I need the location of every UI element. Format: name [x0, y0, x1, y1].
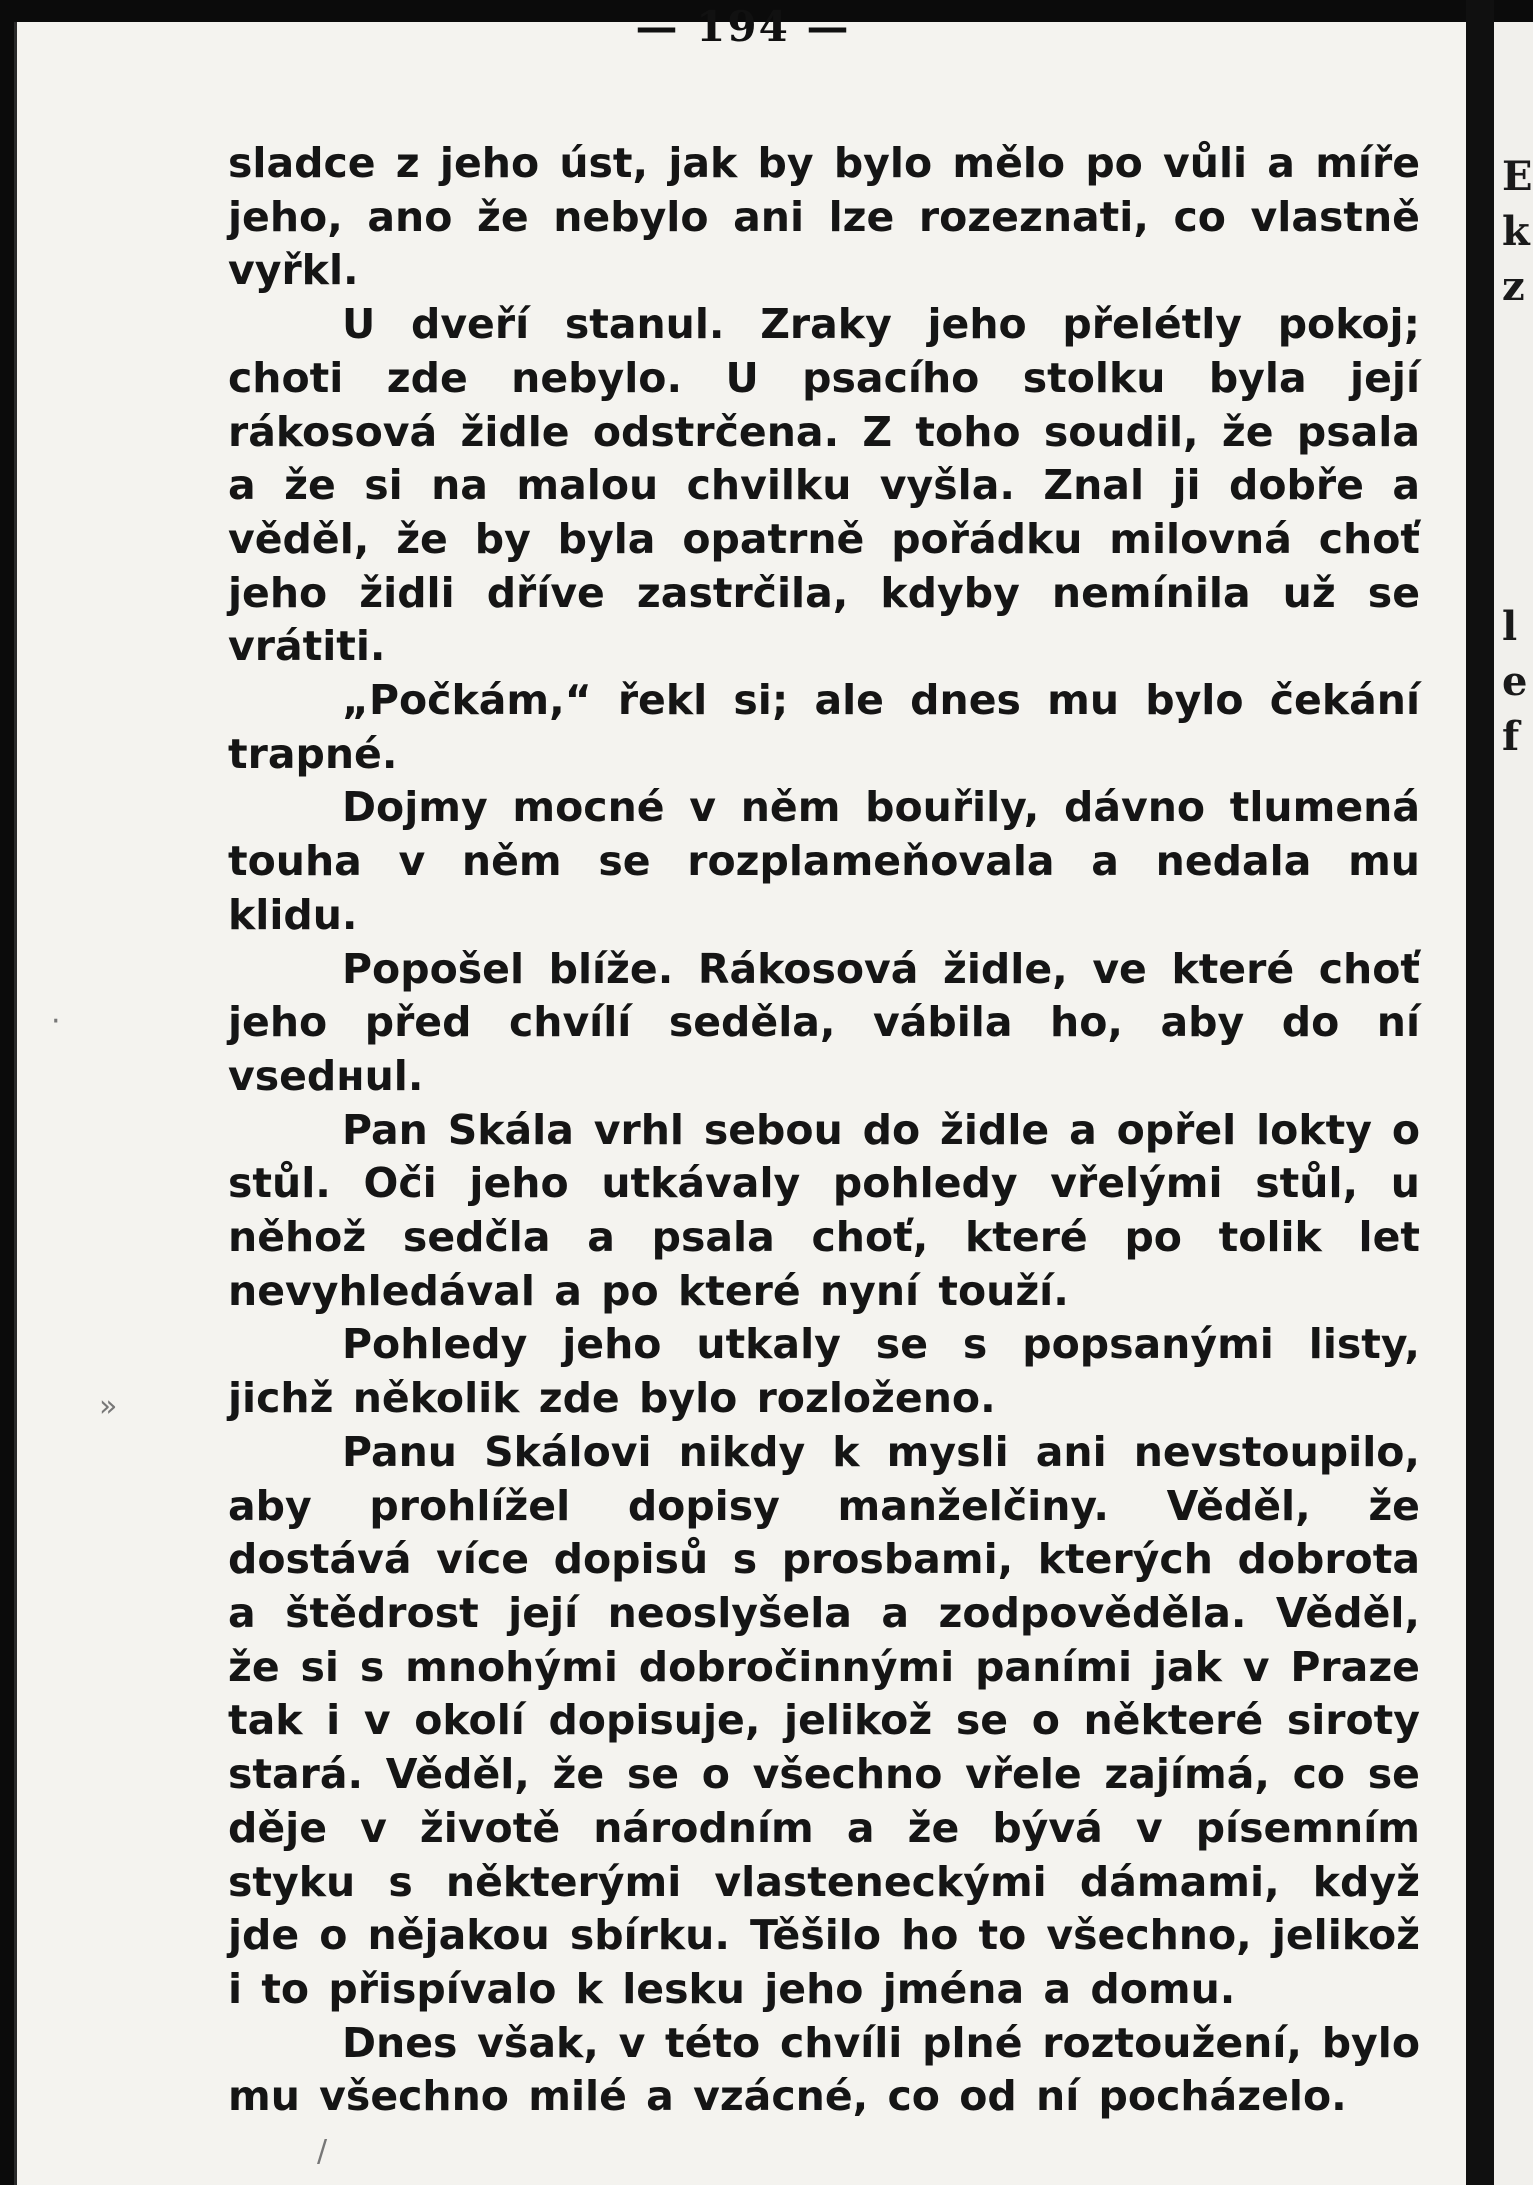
edge-letter: E: [1502, 153, 1533, 200]
edge-letter: e: [1502, 658, 1528, 705]
margin-speck: ·: [51, 1004, 61, 1039]
edge-letter: l: [1502, 603, 1518, 650]
edge-letter: k: [1502, 208, 1530, 255]
paragraph-2: U dveří stanul. Zraky jeho přelétly pokoj; choti zde nebylo. U psacího stolku byla její rákosová židle odstrčena. Z toho soudil, že psala a že si na malou chvilku vyšla. Znal ji dobře a věděl, že by byla opatrně pořádku milovná choť jeho židli dříve zastrčila, kdyby nemínila už se vrátiti.: [228, 300, 1420, 671]
paragraph-5: Popošel blíže. Rákosová židle, ve které choť jeho před chvílí seděla, vábila ho, aby do ní vsedнul.: [228, 944, 1420, 1100]
next-page-edge: [1494, 22, 1533, 2185]
paragraph-9: Dnes však, v této chvíli plné roztoužení, bylo mu všechno milé a vzácné, co od ní pocházelo.: [228, 2018, 1420, 2121]
paragraph-7: Pohledy jeho utkaly se s popsanými listy, jichž několik zde bylo rozloženo.: [228, 1320, 1420, 1423]
edge-letter: f: [1502, 713, 1520, 760]
paragraph-4: Dojmy mocné v něm bouřily, dávno tlumená touha v něm se rozplameňovala a nedala mu klidu.: [228, 783, 1420, 939]
paragraph-8: Panu Skálovi nikdy k mysli ani nevstoupilo, aby prohlížel dopisy manželčiny. Věděl, že dostává více dopisů s prosbami, kterých dobrota a štědrost její neoslyšela a zodpověděla. Věděl, že si s mnohými dobročinnými paními jak v Praze tak i v okolí dopisuje, jelikož se o některé siroty stará. Věděl, že se o všechno vřele zajímá, co se děje v životě národním a že bývá v písemním styku s některými vlasteneckými dámami, když jde o nějakou sbírku. Těšilo ho to všechno, jelikož i to přispívalo k lesku jeho jména a domu.: [228, 1427, 1420, 2013]
paragraph-3: „Počkám,“ řekl si; ale dnes mu bylo čekání trapné.: [228, 676, 1420, 778]
page-number: — 194 —: [635, 2, 851, 51]
edge-letter: z: [1502, 263, 1525, 310]
margin-speck: »: [99, 1389, 118, 1424]
paragraph-1: sladce z jeho úst, jak by bylo mělo po vůli a míře jeho, ano že nebylo ani lze rozeznati, co vlastně vyřkl.: [228, 139, 1420, 295]
body-text: [228, 137, 1420, 2124]
book-gutter: [1466, 0, 1494, 2185]
margin-speck: /: [317, 2134, 328, 2169]
paragraph-6: Pan Skála vrhl sebou do židle a opřel lokty o stůl. Oči jeho utkávaly pohledy vřelými stůl, u něhož sedčla a psala choť, které po tolik let nevyhledával a po které nyní touží.: [228, 1105, 1420, 1315]
book-page: [14, 2, 1469, 2185]
